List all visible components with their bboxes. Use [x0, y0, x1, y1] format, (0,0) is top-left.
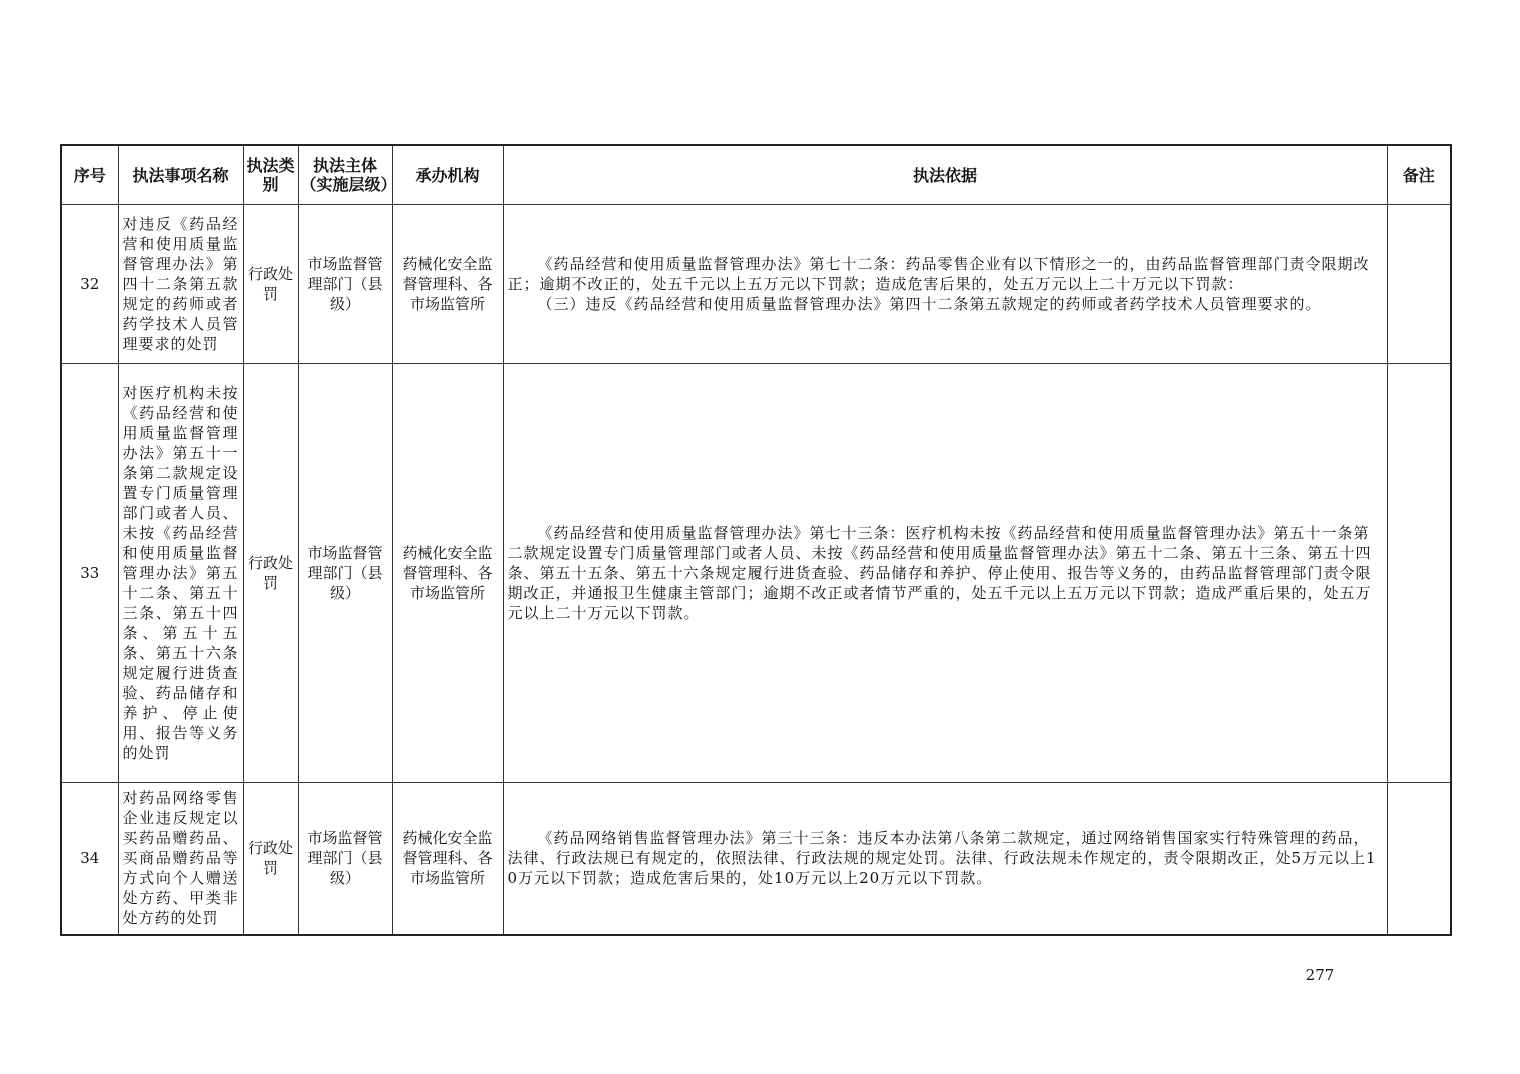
- row-category: 行政处罚: [243, 364, 298, 783]
- header-remarks: 备注: [1387, 145, 1451, 205]
- row-item-name: 对药品网络零售企业违反规定以买药品赠药品、买商品赠药品等方式向个人赠送处方药、甲类非处方药的处罚: [118, 783, 243, 935]
- enforcement-items-table: [60, 144, 1452, 936]
- header-category: 执法类别: [243, 145, 298, 205]
- header-item-name: 执法事项名称: [118, 145, 243, 205]
- header-organ: 承办机构: [392, 145, 503, 205]
- row-organ: 药械化安全监督管理科、各市场监管所: [392, 364, 503, 783]
- table-row: [61, 205, 1451, 364]
- row-seq: 34: [61, 783, 118, 935]
- row-remarks: [1387, 783, 1451, 935]
- page-number: 277: [1305, 966, 1335, 984]
- row-remarks: [1387, 205, 1451, 364]
- row-basis: [503, 783, 1387, 935]
- header-basis: 执法依据: [503, 145, 1387, 205]
- header-row: [61, 145, 1451, 205]
- row-organ: 药械化安全监督管理科、各市场监管所: [392, 783, 503, 935]
- basis-paragraph: 《药品经营和使用质量监督管理办法》第七十三条：医疗机构未按《药品经营和使用质量监督管理办法》第五十一条第二款规定设置专门质量管理部门或者人员、未按《药品经营和使用质量监督管理办法》第五十二条、第五十三条、第五十四条、第五十五条、第五十六条规定履行进货查验、药品储存和养护、停止使用、报告等义务的，由药品监督管理部门责令限期改正，并通报卫生健康主管部门；逾期不改正或者情节严重的，处五千元以上五万元以下罚款；造成严重后果的，处五万元以上二十万元以下罚款。: [507, 524, 1372, 622]
- row-subject: 市场监督管理部门（县级）: [298, 783, 392, 935]
- row-organ: 药械化安全监督管理科、各市场监管所: [392, 205, 503, 364]
- header-seq: 序号: [61, 145, 118, 205]
- basis-paragraph: 《药品网络销售监督管理办法》第三十三条：违反本办法第八条第二款规定，通过网络销售国家实行特殊管理的药品，法律、行政法规已有规定的，依照法律、行政法规的规定处罚。法律、行政法规未作规定的，责令限期改正，处5万元以上10万元以下罚款；造成危害后果的，处10万元以上20万元以下罚款。: [507, 829, 1377, 888]
- table-row: [61, 364, 1451, 783]
- row-subject: 市场监督管理部门（县级）: [298, 364, 392, 783]
- row-basis: [503, 364, 1387, 783]
- row-item-name: 对医疗机构未按《药品经营和使用质量监督管理办法》第五十一条第二款规定设置专门质量管理部门或者人员、未按《药品经营和使用质量监督管理办法》第五十二条、第五十三条、第五十四条、第五十五条、第五十六条规定履行进货查验、药品储存和养护、停止使用、报告等义务的处罚: [118, 364, 243, 783]
- row-item-name: 对违反《药品经营和使用质量监督管理办法》第四十二条第五款规定的药师或者药学技术人员管理要求的处罚: [118, 205, 243, 364]
- row-basis: [503, 205, 1387, 364]
- basis-paragraph: （三）违反《药品经营和使用质量监督管理办法》第四十二条第五款规定的药师或者药学技术人员管理要求的。: [537, 295, 1322, 313]
- row-category: 行政处罚: [243, 205, 298, 364]
- row-remarks: [1387, 364, 1451, 783]
- table-body: [61, 205, 1451, 935]
- table-header: [61, 145, 1451, 205]
- row-subject: 市场监督管理部门（县级）: [298, 205, 392, 364]
- row-category: 行政处罚: [243, 783, 298, 935]
- basis-paragraph: 《药品经营和使用质量监督管理办法》第七十二条：药品零售企业有以下情形之一的，由药品监督管理部门责令限期改正；逾期不改正的，处五千元以上五万元以下罚款；造成危害后果的，处五万元以上二十万元以下罚款：: [507, 255, 1370, 293]
- row-seq: 32: [61, 205, 118, 364]
- row-seq: 33: [61, 364, 118, 783]
- header-subject: 执法主体（实施层级）: [298, 145, 392, 205]
- table-row: [61, 783, 1451, 935]
